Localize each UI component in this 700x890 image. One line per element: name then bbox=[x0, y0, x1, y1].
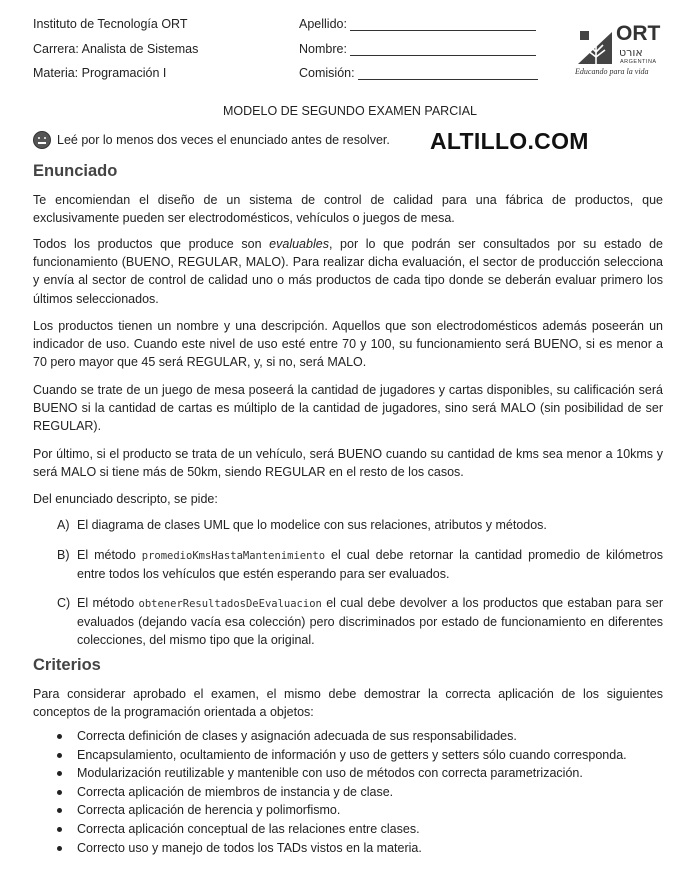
requirement-a bbox=[57, 516, 663, 534]
ort-logo bbox=[572, 22, 672, 82]
career-line: Carrera: Analista de Sistemas bbox=[33, 41, 199, 56]
subject-line: Materia: Programación I bbox=[33, 66, 167, 80]
requirement-b-text bbox=[77, 546, 663, 583]
paragraph-2-emphasis: evaluables bbox=[269, 237, 329, 251]
institution-name: Instituto de Tecnología ORT bbox=[33, 17, 188, 31]
requirement-b-pre: El método bbox=[77, 548, 142, 562]
paragraph-2-start: Todos los productos que produce son bbox=[33, 237, 270, 251]
requirement-a-label: A) bbox=[57, 518, 70, 532]
paragraph-2-rest: , por lo que podrán ser consultados por su estado de funcionamiento (BUENO, REGULAR, MALO). Para realizar dicha evaluación, el sector de producción selecciona y envía al sector de control de calidad uno o más productos de cada tipo donde se deberán evaluar primero los últimos seleccionados. bbox=[33, 237, 664, 306]
exam-title: MODELO DE SEGUNDO EXAMEN PARCIAL bbox=[223, 104, 477, 118]
method-name-promedio: promedioKmsHastaMantenimiento bbox=[141, 550, 326, 562]
paragraph-5: Por último, si el producto se trata de un vehículo, será BUENO cuando su cantidad de kms sea menor a 10kms y será MALO si tiene más de 50km, siendo REGULAR en el resto de los casos. bbox=[33, 447, 663, 480]
requirement-c-label: C) bbox=[57, 596, 71, 610]
comision-row bbox=[299, 61, 538, 86]
requirement-b bbox=[57, 546, 663, 583]
paragraph-1: Te encomiendan el diseño de un sistema de control de calidad para una fábrica de productos, que exclusivamente pueden ser electrodomésticos, vehículos o juegos de mesa. bbox=[33, 193, 663, 226]
nombre-label: Nombre: bbox=[299, 41, 347, 56]
paragraph-6: Del enunciado descripto, se pide: bbox=[33, 492, 218, 506]
criterios-heading: Criterios bbox=[33, 656, 101, 674]
method-name-obtener: obtenerResultadosDeEvaluacion bbox=[138, 598, 322, 610]
requirement-a-text: El diagrama de clases UML que lo modelice con sus relaciones, atributos y métodos. bbox=[77, 518, 547, 532]
header-left bbox=[33, 12, 198, 86]
comision-label: Comisión: bbox=[299, 66, 355, 80]
nombre-row bbox=[299, 37, 538, 62]
logo-hebrew: אורט bbox=[619, 46, 643, 59]
paragraph-2 bbox=[33, 235, 663, 308]
instruction-text: Leé por lo menos dos veces el enunciado antes de resolver. bbox=[57, 133, 390, 147]
instruction-line bbox=[33, 131, 390, 149]
requirement-c bbox=[57, 594, 663, 650]
apellido-label: Apellido: bbox=[299, 17, 347, 31]
requirement-b-label: B) bbox=[57, 548, 70, 562]
apellido-row bbox=[299, 12, 538, 37]
list-item: Correcta definición de clases y asignación adecuada de sus responsabilidades. bbox=[57, 727, 677, 746]
list-item: Correcta aplicación de herencia y polimorfismo. bbox=[57, 801, 677, 820]
list-item: Correcta aplicación de miembros de instancia y de clase. bbox=[57, 783, 677, 802]
ort-emblem-icon bbox=[576, 28, 614, 66]
paragraph-3: Los productos tienen un nombre y una descripción. Aquellos que son electrodomésticos además poseerán un indicador de uso. Cuando este nivel de uso esté entre 70 y 100, su funcionamiento será BUENO, si es menor a 70 pero mayor que 45 será REGULAR, y, si no, será MALO. bbox=[33, 319, 663, 370]
list-item: Encapsulamiento, ocultamiento de información y uso de getters y setters sólo cuando corresponda. bbox=[57, 746, 677, 765]
list-item: Modularización reutilizable y mantenible con uso de métodos con correcta parametrización. bbox=[57, 764, 677, 783]
smiley-icon bbox=[33, 131, 51, 149]
list-item: Correcto uso y manejo de todos los TADs vistos en la materia. bbox=[57, 839, 677, 858]
criterios-intro: Para considerar aprobado el examen, el mismo debe demostrar la correcta aplicación de los siguientes conceptos de la programación orientada a objetos: bbox=[33, 687, 663, 720]
requirement-b-post: el cual debe retornar la cantidad promedio de kilómetros entre todos los vehículos que estén esperando para ser evaluados. bbox=[77, 548, 663, 582]
nombre-blank bbox=[350, 41, 536, 56]
criteria-list bbox=[57, 727, 677, 857]
comision-blank bbox=[358, 65, 538, 80]
requirement-c-post: el cual debe devolver a los productos que estaban para ser evaluados (dejando vacía esa colección) pero discriminados por estado de funcionamiento en diferentes colecciones, del mismo tipo que la original. bbox=[77, 596, 663, 648]
requirement-c-text bbox=[77, 594, 663, 650]
altillo-watermark: ALTILLO.COM bbox=[430, 128, 589, 154]
paragraph-4: Cuando se trate de un juego de mesa poseerá la cantidad de jugadores y cartas disponibles, su calificación será BUENO si la cantidad de cartas es múltiplo de la cantidad de jugadores, sino será MALO (sin posibilidad de ser REGULAR). bbox=[33, 383, 663, 434]
logo-motto: Educando para la vida bbox=[575, 67, 649, 76]
logo-wordmark: ORT bbox=[616, 22, 661, 45]
requirement-c-pre: El método bbox=[77, 596, 139, 610]
enunciado-heading: Enunciado bbox=[33, 162, 118, 180]
logo-country: ARGENTINA bbox=[620, 59, 657, 65]
list-item: Correcta aplicación conceptual de las relaciones entre clases. bbox=[57, 820, 677, 839]
header-student-fields bbox=[299, 12, 538, 86]
apellido-blank bbox=[350, 16, 536, 31]
